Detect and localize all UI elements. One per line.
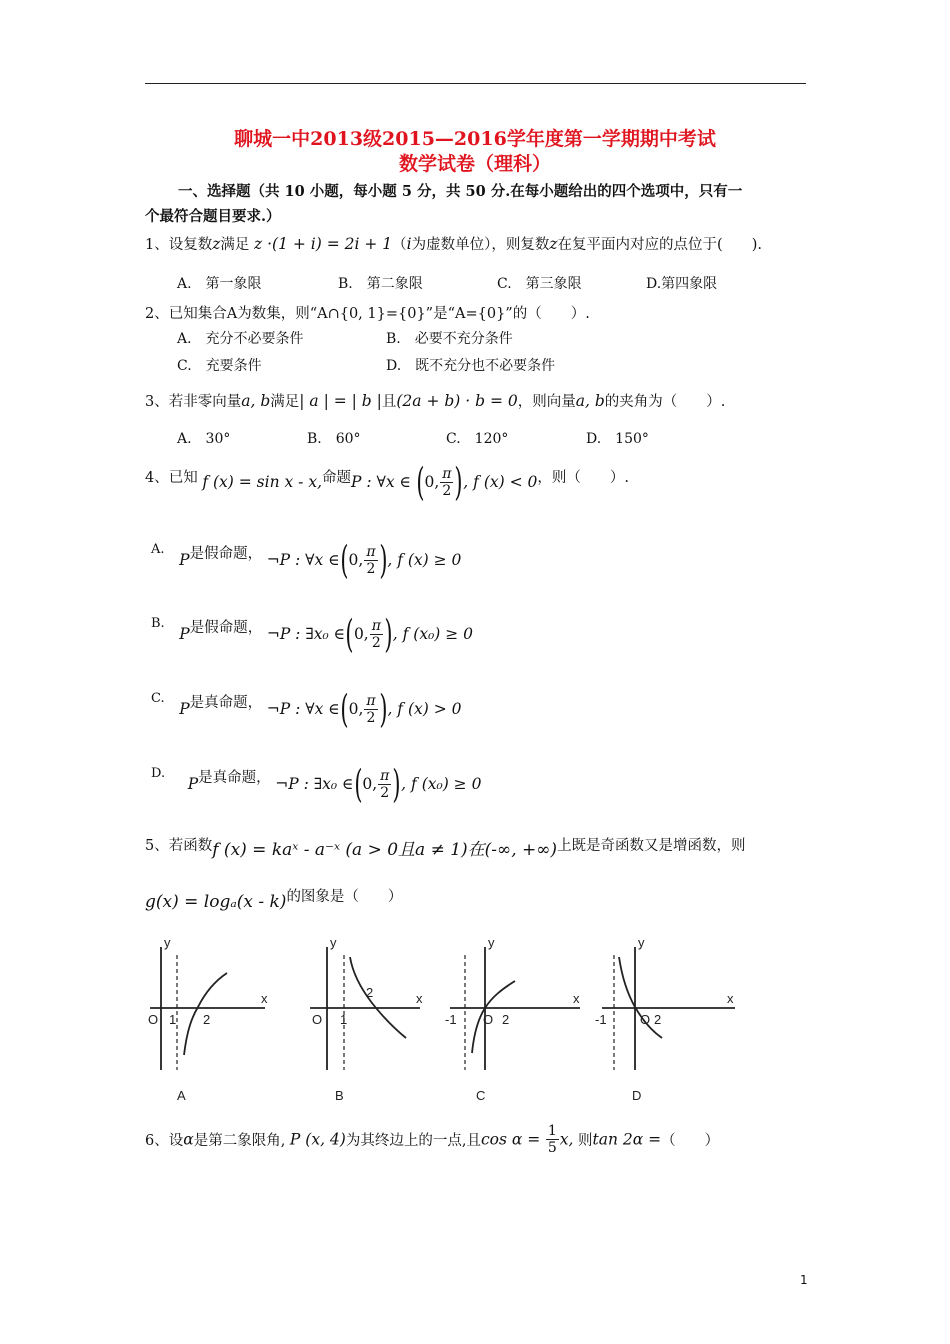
q3-vectors-2: a, b bbox=[575, 392, 605, 410]
q4-d-tail: , f (x₀) ≥ 0 bbox=[401, 775, 482, 793]
graph-a-label: A bbox=[177, 1088, 186, 1103]
section-heading-line1: 一、选择题（共 10 小题，每小题 5 分，共 50 分.在每小题给出的四个选项中，只有一 bbox=[178, 183, 743, 200]
top-rule bbox=[145, 83, 806, 84]
graph-d-two: 2 bbox=[654, 1012, 662, 1027]
graph-c-y-label: y bbox=[488, 935, 495, 950]
graph-b-origin: O bbox=[312, 1012, 323, 1027]
q4-c-interval: 0, bbox=[348, 700, 364, 718]
q4-pi: π bbox=[442, 465, 452, 482]
q2-option-d: D. 既不充分也不必要条件 bbox=[386, 358, 556, 374]
q4-d-logic: ¬P : ∃x₀ ∈ bbox=[275, 775, 354, 793]
q3-vectors: a, b bbox=[241, 392, 271, 410]
q4-a-logic: ¬P : ∀x ∈ bbox=[266, 551, 340, 569]
q2-option-b: B. 必要不充分条件 bbox=[386, 331, 513, 347]
q4-a-two: 2 bbox=[366, 560, 376, 577]
page-number: 1 bbox=[800, 1273, 808, 1287]
graph-a-two: 2 bbox=[203, 1012, 211, 1027]
section-heading-line2: 个最符合题目要求.） bbox=[145, 208, 281, 225]
q4-d-text: 是真命题， bbox=[198, 770, 271, 786]
q3-option-a: A. 30° bbox=[177, 431, 231, 447]
q4-d-interval: 0, bbox=[362, 775, 378, 793]
q1-option-b: B. 第二象限 bbox=[338, 276, 423, 292]
graph-a-y-label: y bbox=[164, 935, 171, 950]
q1-option-a: A. 第一象限 bbox=[177, 276, 262, 292]
q4-prop-text: 命题 bbox=[322, 470, 352, 486]
q3-condition-1: | a | = | b | bbox=[299, 392, 382, 410]
q5-graph-text: 的图象是（ ） bbox=[286, 889, 403, 905]
q4-c-two: 2 bbox=[366, 709, 376, 726]
q1-z: z bbox=[212, 235, 221, 253]
q1-i: i bbox=[406, 235, 412, 253]
q4-c-label: C. bbox=[151, 691, 165, 706]
graph-d-label: D bbox=[632, 1088, 642, 1103]
q4-b-p: P bbox=[179, 625, 190, 643]
graph-b-one: 1 bbox=[340, 1012, 348, 1027]
q3-option-b: B. 60° bbox=[307, 431, 361, 447]
graph-c-minus-one: -1 bbox=[445, 1012, 457, 1027]
q4-d-pi: π bbox=[380, 767, 390, 784]
q4-c-pi: π bbox=[366, 692, 376, 709]
graph-b-x-label: x bbox=[416, 991, 423, 1006]
q4-two: 2 bbox=[442, 482, 452, 499]
graph-c-two: 2 bbox=[502, 1012, 510, 1027]
exam-title: 聊城一中2013级2015—2016学年度第一学期期中考试 bbox=[234, 128, 716, 150]
q6-quadrant: 是第二象限角, bbox=[193, 1133, 286, 1149]
q4-option-b: B. P是假命题， ¬P : ∃x₀ ∈(0, $\frac{\pi}{2}$ ), f (x₀) ≥ 0 bbox=[151, 612, 474, 656]
question-5 bbox=[145, 830, 746, 860]
q4-paren-close: ) bbox=[454, 460, 463, 504]
q4-b-logic: ¬P : ∃x₀ ∈ bbox=[266, 625, 346, 643]
answer-graphs bbox=[140, 935, 740, 1110]
q3-prefix: 3、若非零向量 bbox=[145, 394, 242, 410]
q3-tail: 的夹角为（ ）. bbox=[604, 394, 726, 410]
q2-option-a: A. 充分不必要条件 bbox=[177, 331, 304, 347]
q1-unit-text: 为虚数单位），则复数 bbox=[411, 237, 550, 253]
q1-paren: （ bbox=[392, 237, 407, 253]
q4-then: ，则（ ）. bbox=[537, 470, 629, 486]
q3-option-d: D. 150° bbox=[586, 431, 649, 447]
q5-tail: 上既是奇函数又是增函数，则 bbox=[557, 838, 746, 854]
q4-c-logic: ¬P : ∀x ∈ bbox=[266, 700, 340, 718]
q1-prefix: 1、设复数 bbox=[145, 237, 213, 253]
q6-then: 则 bbox=[578, 1133, 593, 1149]
q4-d-p: P bbox=[187, 775, 199, 793]
q5-function: f (x) = kaˣ - a⁻ˣ (a > 0且a ≠ 1)在(-∞, +∞) bbox=[212, 840, 558, 860]
q4-a-tail: , f (x) ≥ 0 bbox=[387, 551, 462, 569]
q2-option-c: C. 充要条件 bbox=[177, 358, 262, 374]
q1-expression: z ·(1 + i) = 2i + 1 bbox=[254, 235, 393, 253]
graph-b-two: 2 bbox=[366, 985, 374, 1000]
q1-option-d: D.第四象限 bbox=[646, 276, 718, 292]
graph-d-minus-one: -1 bbox=[595, 1012, 607, 1027]
graph-d-origin: O bbox=[640, 1012, 651, 1027]
q6-cos: cos α = bbox=[480, 1130, 541, 1149]
q3-condition-2: (2a + b) · b = 0 bbox=[396, 392, 518, 410]
graph-a-x-label: x bbox=[261, 991, 268, 1006]
q6-tail: （ ） bbox=[661, 1133, 720, 1149]
question-1 bbox=[145, 233, 762, 254]
q3-and: 且 bbox=[381, 394, 397, 410]
q6-five: 5 bbox=[547, 1140, 557, 1156]
q4-b-pi: π bbox=[371, 617, 381, 634]
q4-option-c: C. P是真命题， ¬P : ∀x ∈(0, $\frac{\pi}{2}$ ), f (x) > 0 bbox=[151, 687, 462, 731]
graph-b-y-label: y bbox=[330, 935, 337, 950]
exam-subtitle: 数学试卷（理科） bbox=[398, 153, 551, 175]
graph-c-x-label: x bbox=[573, 991, 580, 1006]
q1-option-c: C. 第三象限 bbox=[497, 276, 582, 292]
q6-x: x, bbox=[559, 1130, 574, 1149]
q4-c-text: 是真命题， bbox=[189, 695, 263, 711]
graph-c-label: C bbox=[476, 1088, 486, 1103]
q4-function: f (x) = sin x - x, bbox=[202, 473, 323, 491]
question-6 bbox=[145, 1123, 719, 1171]
q5-log-function: g(x) = logₐ(x - k) bbox=[145, 892, 287, 912]
q4-a-pi: π bbox=[366, 543, 376, 560]
q4-b-tail: , f (x₀) ≥ 0 bbox=[392, 625, 474, 643]
q1-z2: z bbox=[549, 235, 558, 253]
question-5-line2 bbox=[145, 885, 403, 912]
q3-option-c: C. 120° bbox=[446, 431, 509, 447]
q1-satisfy: 满足 bbox=[220, 237, 250, 253]
q4-a-label: A. bbox=[151, 542, 165, 557]
q4-d-two: 2 bbox=[380, 784, 390, 801]
q6-point: P (x, 4) bbox=[289, 1130, 346, 1149]
q6-point-text: 为其终边上的一点,且 bbox=[345, 1133, 481, 1149]
q6-alpha: α bbox=[183, 1130, 194, 1149]
q5-prefix: 5、若函数 bbox=[145, 838, 213, 854]
graph-a bbox=[148, 935, 268, 1103]
q6-one: 1 bbox=[547, 1123, 557, 1139]
q4-paren-open: ( bbox=[415, 460, 425, 504]
graph-c-origin: O bbox=[483, 1012, 494, 1027]
q4-proposition-tail: , f (x) < 0 bbox=[463, 473, 538, 491]
graph-d-x-label: x bbox=[727, 991, 734, 1006]
graph-c bbox=[445, 935, 580, 1103]
q4-b-interval: 0, bbox=[353, 625, 369, 643]
q4-a-text: 是假命题， bbox=[189, 546, 263, 562]
q4-prefix: 4、已知 bbox=[145, 470, 198, 486]
question-3 bbox=[145, 390, 725, 411]
graph-d-y-label: y bbox=[638, 935, 645, 950]
graph-a-origin: O bbox=[148, 1012, 159, 1027]
graph-b-label: B bbox=[335, 1088, 344, 1103]
q4-proposition: P : ∀x ∈ bbox=[351, 473, 412, 491]
q4-c-p: P bbox=[179, 700, 190, 718]
q3-satisfy: 满足 bbox=[270, 394, 300, 410]
graph-b-curve bbox=[350, 957, 406, 1038]
q4-d-label: D. bbox=[151, 766, 166, 781]
q1-tail: 在复平面内对应的点位于( ). bbox=[557, 237, 762, 253]
q4-c-tail: , f (x) > 0 bbox=[387, 700, 462, 718]
q4-b-two: 2 bbox=[371, 634, 381, 651]
q4-option-d: D. P是真命题， ¬P : ∃x₀ ∈(0, $\frac{\pi}{2}$ ), f (x₀) ≥ 0 bbox=[151, 762, 482, 806]
question-2: 2、已知集合A为数集，则“A∩{0, 1}={0}”是“A={0}”的（ ）. bbox=[145, 306, 590, 322]
q6-prefix: 6、设 bbox=[145, 1133, 184, 1149]
question-4 bbox=[145, 462, 629, 510]
q4-option-a: A. P是假命题， ¬P : ∀x ∈(0, $\frac{\pi}{2}$ ), f (x) ≥ 0 bbox=[151, 538, 462, 582]
q4-a-p: P bbox=[179, 551, 190, 569]
graph-a-one: 1 bbox=[169, 1012, 177, 1027]
q6-tan: tan 2α = bbox=[592, 1130, 662, 1149]
q4-interval-left: 0, bbox=[424, 473, 440, 491]
q4-a-interval: 0, bbox=[348, 551, 364, 569]
graph-d bbox=[595, 935, 735, 1103]
q4-b-text: 是假命题， bbox=[189, 620, 263, 636]
q3-angle-text: ，则向量 bbox=[517, 394, 576, 410]
graph-b bbox=[310, 935, 423, 1103]
q4-b-label: B. bbox=[151, 616, 165, 631]
